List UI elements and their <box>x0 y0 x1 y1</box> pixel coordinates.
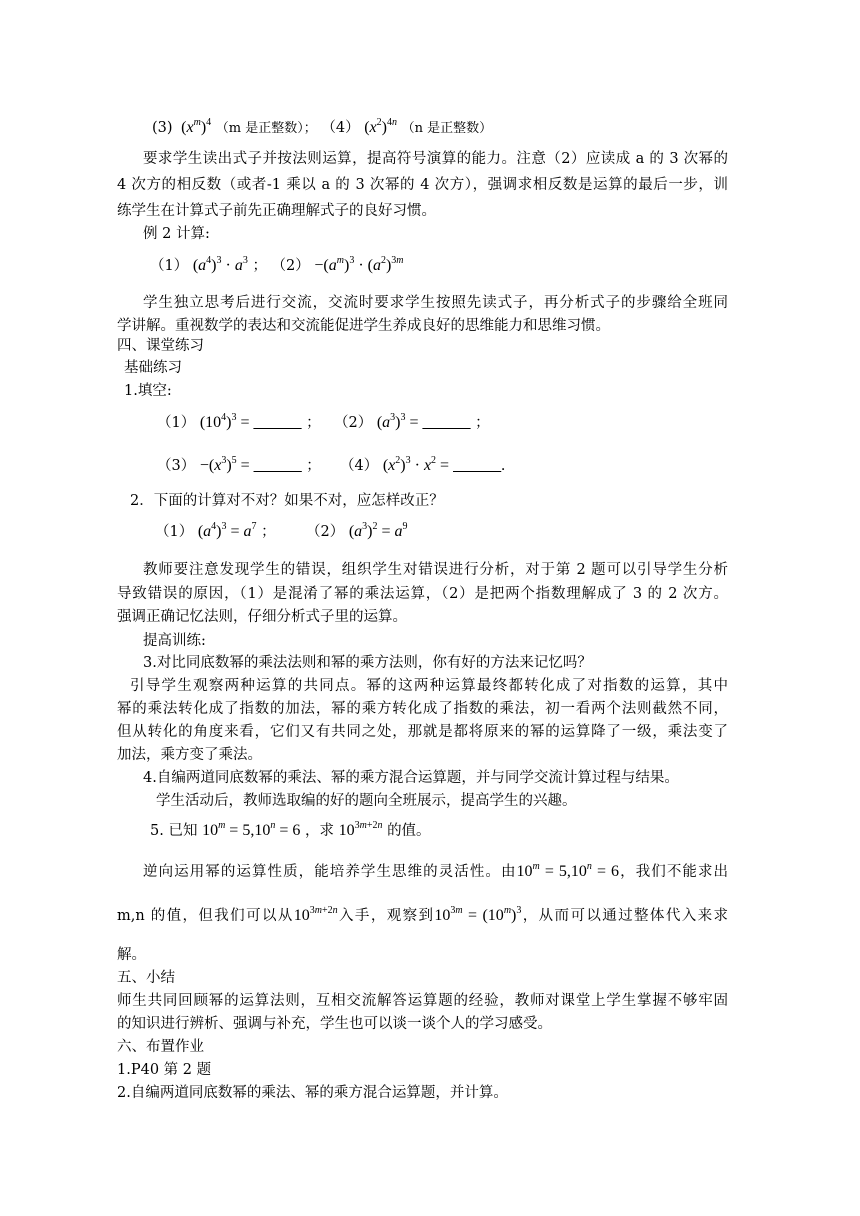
fill-label-2: （2） <box>334 415 373 431</box>
formula-10m-5-10n-6: $10^m = 5,10^n = 6$ <box>202 820 301 839</box>
para-line: 解。 <box>117 947 146 963</box>
para-line: 学生活动后，教师选取编的好的题向全班展示，提高学生的兴趣。 <box>156 793 577 809</box>
ex2-label-1: （1） <box>150 258 189 274</box>
period: . <box>501 457 506 474</box>
judge-row-b <box>306 522 408 544</box>
formula-x2-4n: $(x^2)^{4n}$ <box>364 117 397 136</box>
question-3: 3.对比同底数幂的乘法法则和幂的乘方法则，你有好的方法来记忆吗？ <box>143 655 592 671</box>
para-line: 的知识进行辨析、强调与补充，学生也可以谈一谈个人的学习感受。 <box>117 1016 552 1032</box>
mn-text-1: m,n 的值，但我们可以从 <box>117 908 294 924</box>
answer-blank: ______ <box>253 457 302 474</box>
semicolon: ； <box>475 415 490 431</box>
para-line: 要求学生读出式子并按法则运算，提高符号演算的能力。注意（2）应读成 a 的 3 次幂的 <box>143 151 728 167</box>
item-3-label: (3) <box>152 120 173 136</box>
judge-label-2: （2） <box>306 524 345 540</box>
fill-label-3: （3） <box>157 458 196 474</box>
reverse-line <box>143 862 728 884</box>
mn-line <box>117 906 728 928</box>
para-line: 4 次方的相反数（或者-1 乘以 a 的 3 次幂的 4 次方），强调求相反数是运算的最后一步，训 <box>117 177 728 193</box>
para-line: 练学生在计算式子前先正确理解式子的良好习惯。 <box>117 203 436 219</box>
formula-a3-3: $(a^3)^3$ = ______ <box>376 412 471 431</box>
item-4-note: （n 是正整数） <box>401 121 493 136</box>
para-line: 加法，乘方变了乘法。 <box>117 747 262 763</box>
fill-row-1 <box>157 413 321 435</box>
formula-a4-3-a3: $(a^4)^3 \cdot a^3$ <box>192 255 248 274</box>
para-line: 教师要注意发现学生的错误，组织学生对错误进行分析，对于第 2 题可以引导学生分析 <box>143 562 728 578</box>
fill-label-1: （1） <box>157 415 196 431</box>
formula-am3-a2-3m: $-(a^m)^3 \cdot (a^2)^{3m}$ <box>314 255 404 274</box>
section-heading-5: 五、小结 <box>117 970 175 986</box>
semicolon: ； <box>261 524 276 540</box>
example-2-formulas <box>150 256 404 278</box>
section-heading-4: 四、课堂练习 <box>117 338 204 354</box>
para-line: 强调正确记忆法则，仔细分析式子里的运算。 <box>117 609 407 625</box>
fill-row-1b <box>334 413 490 435</box>
homework-2: 2.自编两道同底数幂的乘法、幂的乘方混合运算题，并计算。 <box>117 1085 508 1101</box>
reverse-text-1: 逆向运用幂的运算性质，能培养学生思维的灵活性。由 <box>143 864 517 880</box>
formula-x2-3-x2: $(x^2)^3 \cdot x^2$ = ______. <box>382 455 506 474</box>
answer-blank: ______ <box>422 414 471 431</box>
fill-row-2 <box>157 456 321 478</box>
ex2-label-2: （2） <box>271 258 310 274</box>
para-line: 学生独立思考后进行交流，交流时要求学生按照先读式子，再分析式子的步骤给全班同 <box>143 295 728 311</box>
mn-text-3: ，从而可以通过整体代入来求 <box>521 908 729 924</box>
formula-10-4-3: $(10^4)^3$ = ______ <box>199 412 302 431</box>
answer-blank: ______ <box>253 414 302 431</box>
judge-heading: 2．下面的计算对不对？如果不对，应怎样改正？ <box>130 493 444 509</box>
fill-heading: 1.填空: <box>124 383 172 399</box>
ex2-sep: ； <box>252 258 267 274</box>
formula-neg-x3-5: $-(x^3)^5$ = ______ <box>199 455 302 474</box>
judge-label-1: （1） <box>155 524 194 540</box>
item-3-4-line <box>152 118 492 140</box>
para-line: 但从转化的角度来看，它们又有共同之处，那就是都将原来的幂的运算降了一级，乘法变了 <box>117 724 728 740</box>
formula-a3-2-eq-a9: $(a^3)^2 = a^9$ <box>348 521 408 540</box>
mn-text-2: 入手，观察到 <box>337 908 435 924</box>
formula-10m-5-10n-6: $10^m = 5,10^n = 6$ <box>516 861 620 880</box>
para-line: 学讲解。重视数学的表达和交流能促进学生养成良好的思维能力和思维习惯。 <box>117 318 610 334</box>
subheading-advanced: 提高训练: <box>143 633 206 649</box>
item-4-label: （4） <box>321 120 360 136</box>
formula-a4-3-eq-a7: $(a^4)^3 = a^7$ <box>197 521 257 540</box>
example-2-heading: 例 2 计算: <box>143 226 210 242</box>
judge-row <box>155 522 276 544</box>
semicolon: ； <box>306 415 321 431</box>
subheading-basic: 基础练习 <box>124 360 182 376</box>
para-line: 师生共同回顾幂的运算法则，互相交流解答运算题的经验，教师对课堂上学生掌握不够牢固 <box>117 993 728 1009</box>
section-heading-6: 六、布置作业 <box>117 1039 204 1055</box>
fill-row-2b <box>340 456 505 478</box>
q5-mid: ，求 <box>304 823 334 839</box>
formula-10-3m-eq: $10^{3m} = (10^m)^3$ <box>434 905 522 924</box>
para-line: 引导学生观察两种运算的共同点。幂的这两种运算最终都转化成了对指数的运算，其中 <box>130 678 728 694</box>
item-3-note: （m 是正整数）； <box>215 121 317 136</box>
question-5 <box>150 821 431 843</box>
q5-prefix: 5. 已知 <box>150 823 198 839</box>
formula-10-3m-2n: $10^{3m+2n}$ <box>338 820 383 839</box>
para-line: 幂的乘法转化成了指数的加法，幂的乘方转化成了指数的乘法，初一看两个法则截然不同， <box>117 701 728 717</box>
fill-label-4: （4） <box>340 458 379 474</box>
para-line: 导致错误的原因，（1）是混淆了幂的乘法运算，（2）是把两个指数理解成了 3 的 2 次方。 <box>117 586 728 602</box>
reverse-text-2: ，我们不能求出 <box>619 864 729 880</box>
question-4: 4.自编两道同底数幂的乘法、幂的乘方混合运算题，并与同学交流计算过程与结果。 <box>143 770 679 786</box>
semicolon: ； <box>306 458 321 474</box>
answer-blank: ______ <box>453 457 502 474</box>
q5-end: 的值。 <box>387 823 431 839</box>
homework-1: 1.P40 第 2 题 <box>117 1062 212 1078</box>
formula-x-m-4: $(x^m)^4$ <box>177 117 212 136</box>
formula-10-3m-2n: $10^{3m+2n}$ <box>293 905 338 924</box>
